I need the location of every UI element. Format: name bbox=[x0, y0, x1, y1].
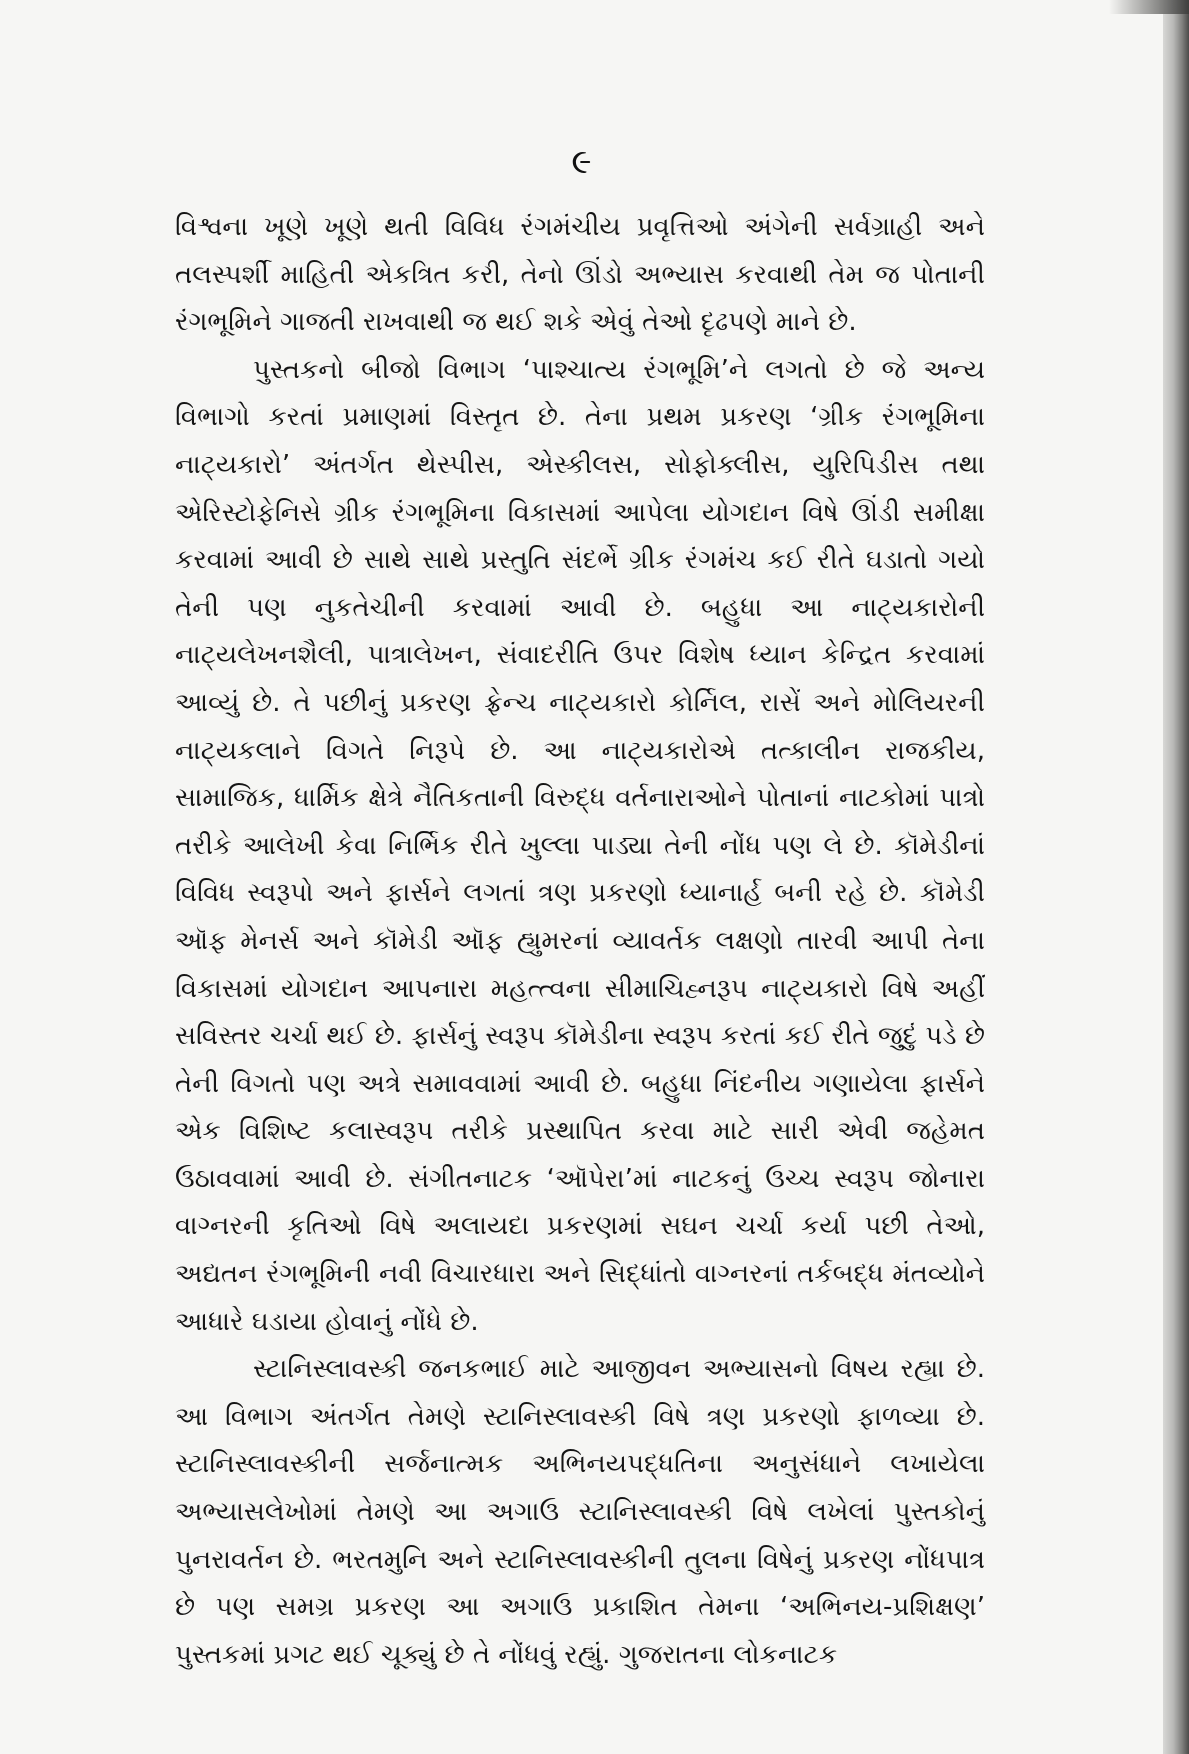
paragraph: પુસ્તકનો બીજો વિભાગ ‘પાશ્ચાત્ય રંગભૂમિ’ને લગતો છે જે અન્ય વિભાગો કરતાં પ્રમાણમાં વિસ્તૃત છે. તેના પ્રથમ પ્રકરણ ‘ગ્રીક રંગભૂમિના નાટ્યકારો’ અંતર્ગત થેસ્પીસ, એસ્કીલસ, સોફોક્લીસ, યુરિપિડીસ તથા એરિસ્ટોફેનિસે ગ્રીક રંગભૂમિના વિકાસમાં આપેલા યોગદાન વિષે ઊંડી સમીક્ષા કરવામાં આવી છે સાથે સાથે પ્રસ્તુતિ સંદર્ભે ગ્રીક રંગમંચ કઈ રીતે ઘડાતો ગયો તેની પણ નુકતેચીની કરવામાં આવી છે. બહુધા આ નાટ્યકારોની નાટ્યલેખનશૈલી, પાત્રાલેખન, સંવાદરીતિ ઉપર વિશેષ ધ્યાન કેન્દ્રિત કરવામાં આવ્યું છે. તે પછીનું પ્રકરણ ફ્રેન્ચ નાટ્યકારો કોર્નિલ, રાસેં અને મોલિયરની નાટ્યકલાને વિગતે નિરૂપે છે. આ નાટ્યકારોએ તત્કાલીન રાજકીય, સામાજિક, ધાર્મિક ક્ષેત્રે નૈતિકતાની વિરુદ્ધ વર્તનારાઓને પોતાનાં નાટકોમાં પાત્રો તરીકે આલેખી કેવા નિર્ભિક રીતે ખુલ્લા પાડ્યા તેની નોંધ પણ લે છે. કૉમેડીનાં વિવિધ સ્વરૂપો અને ફાર્સને લગતાં ત્રણ પ્રકરણો ધ્યાનાર્હ બની રહે છે. કૉમેડી ઑફ મેનર્સ અને કૉમેડી ઑફ હ્યુમરનાં વ્યાવર્તક લક્ષણો તારવી આપી તેના વિકાસમાં યોગદાન આપનારા મહત્ત્વના સીમાચિહ્નરૂપ નાટ્યકારો વિષે અહીં સવિસ્તર ચર્ચા થઈ છે. ફાર્સનું સ્વરૂપ કૉમેડીના સ્વરૂપ કરતાં કઈ રીતે જુદું પડે છે તેની વિગતો પણ અત્રે સમાવવામાં આવી છે. બહુધા નિંદનીય ગણાયેલા ફાર્સને એક વિશિષ્ટ કલાસ્વરૂપ તરીકે પ્રસ્થાપિત કરવા માટે સારી એવી જહેમત ઉઠાવવામાં આવી છે. સંગીતનાટક ‘ઑપેરા’માં નાટકનું ઉચ્ચ સ્વરૂપ જોનારા વાગ્નરની કૃતિઓ વિષે અલાયદા પ્રકરણમાં સઘન ચર્ચા કર્યા પછી તેઓ, અદ્યતન રંગભૂમિની નવી વિચારધારા અને સિદ્ધાંતો વાગ્નરનાં તર્કબદ્ધ મંતવ્યોને આધારે ઘડાયા હોવાનું નોંધે છે. bbox=[175, 354, 985, 1337]
body-text bbox=[175, 204, 985, 1679]
paragraph: વિશ્વના ખૂણે ખૂણે થતી વિવિધ રંગમંચીય પ્રવૃત્તિઓ અંગેની સર્વગ્રાહી અને તલસ્પર્શી માહિતી એકત્રિત કરી, તેનો ઊંડો અભ્યાસ કરવાથી તેમ જ પોતાની રંગભૂમિને ગાજતી રાખવાથી જ થઈ શકે એવું તેઓ દૃઢપણે માને છે. bbox=[175, 212, 985, 338]
page-corner-shadow bbox=[1109, 0, 1189, 14]
page-number: ૯ bbox=[571, 142, 592, 182]
book-spine-edge bbox=[1163, 0, 1189, 1754]
paragraph: સ્ટાનિસ્લાવસ્કી જનકભાઈ માટે આજીવન અભ્યાસનો વિષય રહ્યા છે. આ વિભાગ અંતર્ગત તેમણે સ્ટાનિસ્લાવસ્કી વિષે ત્રણ પ્રકરણો ફાળવ્યા છે. સ્ટાનિસ્લાવસ્કીની સર્જનાત્મક અભિનયપદ્ધતિના અનુસંધાને લખાયેલા અભ્યાસલેખોમાં તેમણે આ અગાઉ સ્ટાનિસ્લાવસ્કી વિષે લખેલાં પુસ્તકોનું પુનરાવર્તન છે. ભરતમુનિ અને સ્ટાનિસ્લાવસ્કીની તુલના વિષેનું પ્રકરણ નોંધપાત્ર છે પણ સમગ્ર પ્રકરણ આ અગાઉ પ્રકાશિત તેમના ‘અભિનય-પ્રશિક્ષણ’ પુસ્તકમાં પ્રગટ થઈ ચૂક્યું છે તે નોંધવું રહ્યું. ગુજરાતના લોકનાટક bbox=[175, 1354, 985, 1670]
